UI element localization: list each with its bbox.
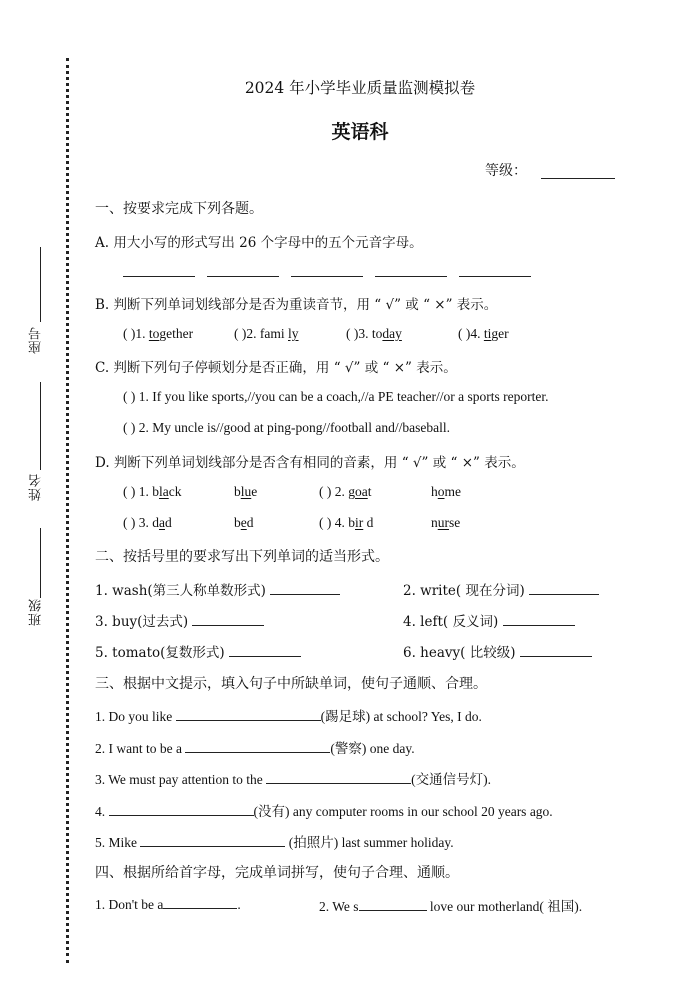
d-item-4-word2: nurse [431,515,461,530]
vowel-blank-2[interactable] [207,262,279,277]
s2-item-2: 2. write( 现在分词) [403,579,599,599]
s2-item-5: 5. tomato(复数形式) [95,641,301,661]
d-item-1-word2: blue [234,484,258,499]
d-item-3: ( ) 3. dad [123,515,172,530]
s2-blank-1[interactable] [270,581,340,595]
section1-heading: 一、按要求完成下列各题。 [95,201,263,217]
seat-line [40,247,41,322]
s2-blank-6[interactable] [520,643,592,657]
d-item-1: ( ) 1. black [123,484,182,499]
section1-a-text: A. 用大小写的形式写出 26 个字母中的五个元音字母。 [95,235,423,251]
class-line [40,528,41,598]
grade-blank[interactable] [541,165,615,179]
s2-blank-5[interactable] [229,643,301,657]
exam-title: 2024 年小学毕业质量监测模拟卷 [244,79,476,97]
s2-item-6: 6. heavy( 比较级) [403,641,592,661]
section3-heading: 三、根据中文提示，填入句子中所缺单词，使句子通顺、合理。 [95,676,487,692]
s2-blank-2[interactable] [529,581,599,595]
s3-item-4: 4. (没有) any computer rooms in our school 20 years ago. [95,804,553,819]
subject-title: 英语科 [331,121,389,143]
s4-item-2: 2. We s love our motherland( 祖国). [319,899,583,914]
section1-b-text: B. 判断下列单词划线部分是否为重读音节，用 “ √” 或 “ ×” 表示。 [95,297,498,313]
vowel-blank-5[interactable] [459,262,531,277]
s3-blank-2[interactable] [185,739,330,753]
s2-blank-4[interactable] [503,612,575,626]
seat-label: 座号 [29,326,44,354]
section1-d-text: D. 判断下列单词划线部分是否含有相同的音素，用 “ √” 或 “ ×” 表示。 [95,455,525,471]
binding-dotted-line [66,58,69,963]
s2-item-4: 4. left( 反义词) [403,610,575,630]
s3-item-5: 5. Mike (拍照片) last summer holiday. [95,835,454,850]
s2-item-3: 3. buy(过去式) [95,610,264,630]
s4-item-1: 1. Don't be a . [95,897,241,912]
s3-item-3: 3. We must pay attention to the (交通信号灯). [95,772,492,787]
section2-heading: 二、按括号里的要求写出下列单词的适当形式。 [95,549,389,565]
s2-blank-3[interactable] [192,612,264,626]
c-item-2: ( ) 2. My uncle is//good at ping-pong//football and//baseball. [123,420,450,435]
grade-label: 等级： [485,163,527,179]
class-label: 班级 [29,598,44,626]
c-item-1: ( ) 1. If you like sports,//you can be a coach,//a PE teacher//or a sports reporter. [123,389,549,404]
s3-item-1: 1. Do you like (踢足球) at school? Yes, I do. [95,709,482,724]
b-item-2: ( )2. fami ly [234,326,299,341]
b-item-4: ( )4. tiger [458,326,509,341]
s3-blank-5[interactable] [140,833,285,847]
s3-item-2: 2. I want to be a (警察) one day. [95,741,415,756]
s4-blank-1[interactable] [163,895,237,909]
s3-blank-4[interactable] [109,802,254,816]
vowel-blank-4[interactable] [375,262,447,277]
section4-heading: 四、根据所给首字母，完成单词拼写，使句子合理、通顺。 [95,865,459,881]
s4-blank-2[interactable] [359,897,427,911]
vowel-blank-1[interactable] [123,262,195,277]
d-item-2: ( ) 2. goat [319,484,372,499]
section1-c-text: C. 判断下列句子停顿划分是否正确，用 “ √” 或 “ ×” 表示。 [95,360,457,376]
b-item-1: ( )1. together [123,326,194,341]
b-item-3: ( )3. today [346,326,402,341]
name-label: 姓名 [29,473,44,501]
d-item-3-word2: bed [234,515,254,530]
s2-item-1: 1. wash(第三人称单数形式) [95,579,340,599]
d-item-2-word2: home [431,484,461,499]
name-line [40,382,41,470]
vowel-blank-3[interactable] [291,262,363,277]
s3-blank-3[interactable] [266,770,411,784]
s3-blank-1[interactable] [176,707,321,721]
d-item-4: ( ) 4. bir d [319,515,374,530]
